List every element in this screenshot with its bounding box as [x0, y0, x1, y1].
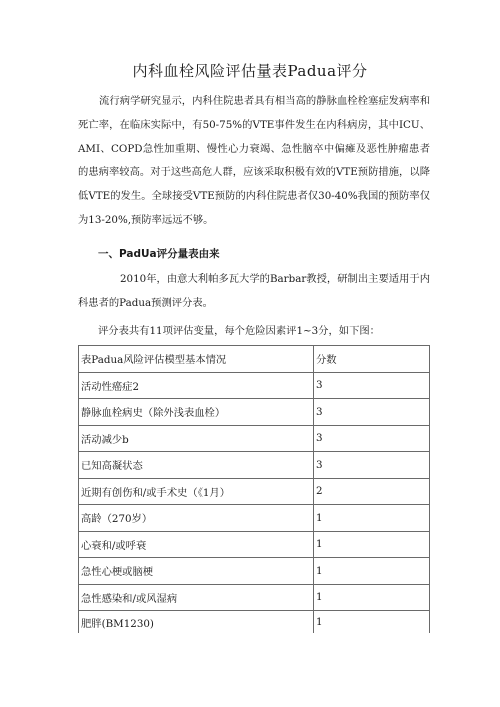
risk-factor-cell: 高龄（270岁） — [79, 505, 314, 532]
risk-factor-cell: 急性感染和/或风湿病 — [79, 584, 314, 611]
score-cell: 1 — [314, 611, 430, 634]
score-cell: 1 — [314, 505, 430, 532]
score-cell: 3 — [314, 425, 430, 452]
table-intro: 评分表共有11项评估变量，每个危险因素评1~3分，如下图： — [98, 325, 380, 337]
table-row — [79, 505, 430, 532]
score-cell: 1 — [314, 558, 430, 585]
table-row — [79, 399, 430, 426]
origin-paragraph — [78, 268, 430, 316]
table-row — [79, 478, 430, 505]
table-row — [79, 558, 430, 585]
section-heading: 一、PadUa评分量表由来 — [98, 248, 220, 260]
padua-score-table — [78, 345, 430, 633]
page-title: 内科血栓风险评估量表Padua评分 — [132, 62, 368, 80]
risk-factor-cell: 急性心梗或脑梗 — [79, 558, 314, 585]
score-cell: 1 — [314, 584, 430, 611]
table-header-cell: 分数 — [314, 346, 430, 373]
score-cell: 3 — [314, 452, 430, 479]
risk-factor-cell: 近期有创伤和/或手术史（《1月） — [79, 478, 314, 505]
table-row — [79, 584, 430, 611]
table-header-cell: 表Padua风险评估模型基本情况 — [79, 346, 314, 373]
table-row — [79, 531, 430, 558]
score-cell: 3 — [314, 399, 430, 426]
table-row — [79, 425, 430, 452]
risk-factor-cell: 肥胖(BM1230) — [79, 611, 314, 634]
score-cell: 2 — [314, 478, 430, 505]
risk-factor-cell: 活动性癌症2 — [79, 372, 314, 399]
risk-factor-cell: 静脉血栓病史（除外浅表血栓） — [79, 399, 314, 426]
table-header-row — [79, 346, 430, 373]
score-cell: 3 — [314, 372, 430, 399]
risk-factor-cell: 活动减少b — [79, 425, 314, 452]
intro-paragraph-text: 流行病学研究显示，内科住院患者具有相当高的静脉血栓栓塞症发病率和死亡率，在临床实际中，有50-75%的VTE事件发生在内科病房，其中ICU、AMI、COPD急性加重期、慢性心力衰竭、急性脑卒中偏瘫及恶性肿瘤患者的患病率较高。对于这些高危人群，应该采取积极有效的VTE预防措施，以降低VTE的发生。全球接受VTE预防的内科住院患者仅30-40%我国的预防率仅为13-20%,预防率远远不够。 — [78, 95, 430, 226]
table-row — [79, 452, 430, 479]
table-row — [79, 372, 430, 399]
origin-paragraph-text: 2010年，由意大利帕多瓦大学的Barbar教授，研制出主要适用于内科患者的Padua预测评分表。 — [78, 273, 430, 309]
score-cell: 1 — [314, 531, 430, 558]
intro-paragraph — [78, 90, 430, 233]
risk-factor-cell: 心衰和/或呼衰 — [79, 531, 314, 558]
table-row — [79, 611, 430, 634]
risk-factor-cell: 已知高凝状态 — [79, 452, 314, 479]
